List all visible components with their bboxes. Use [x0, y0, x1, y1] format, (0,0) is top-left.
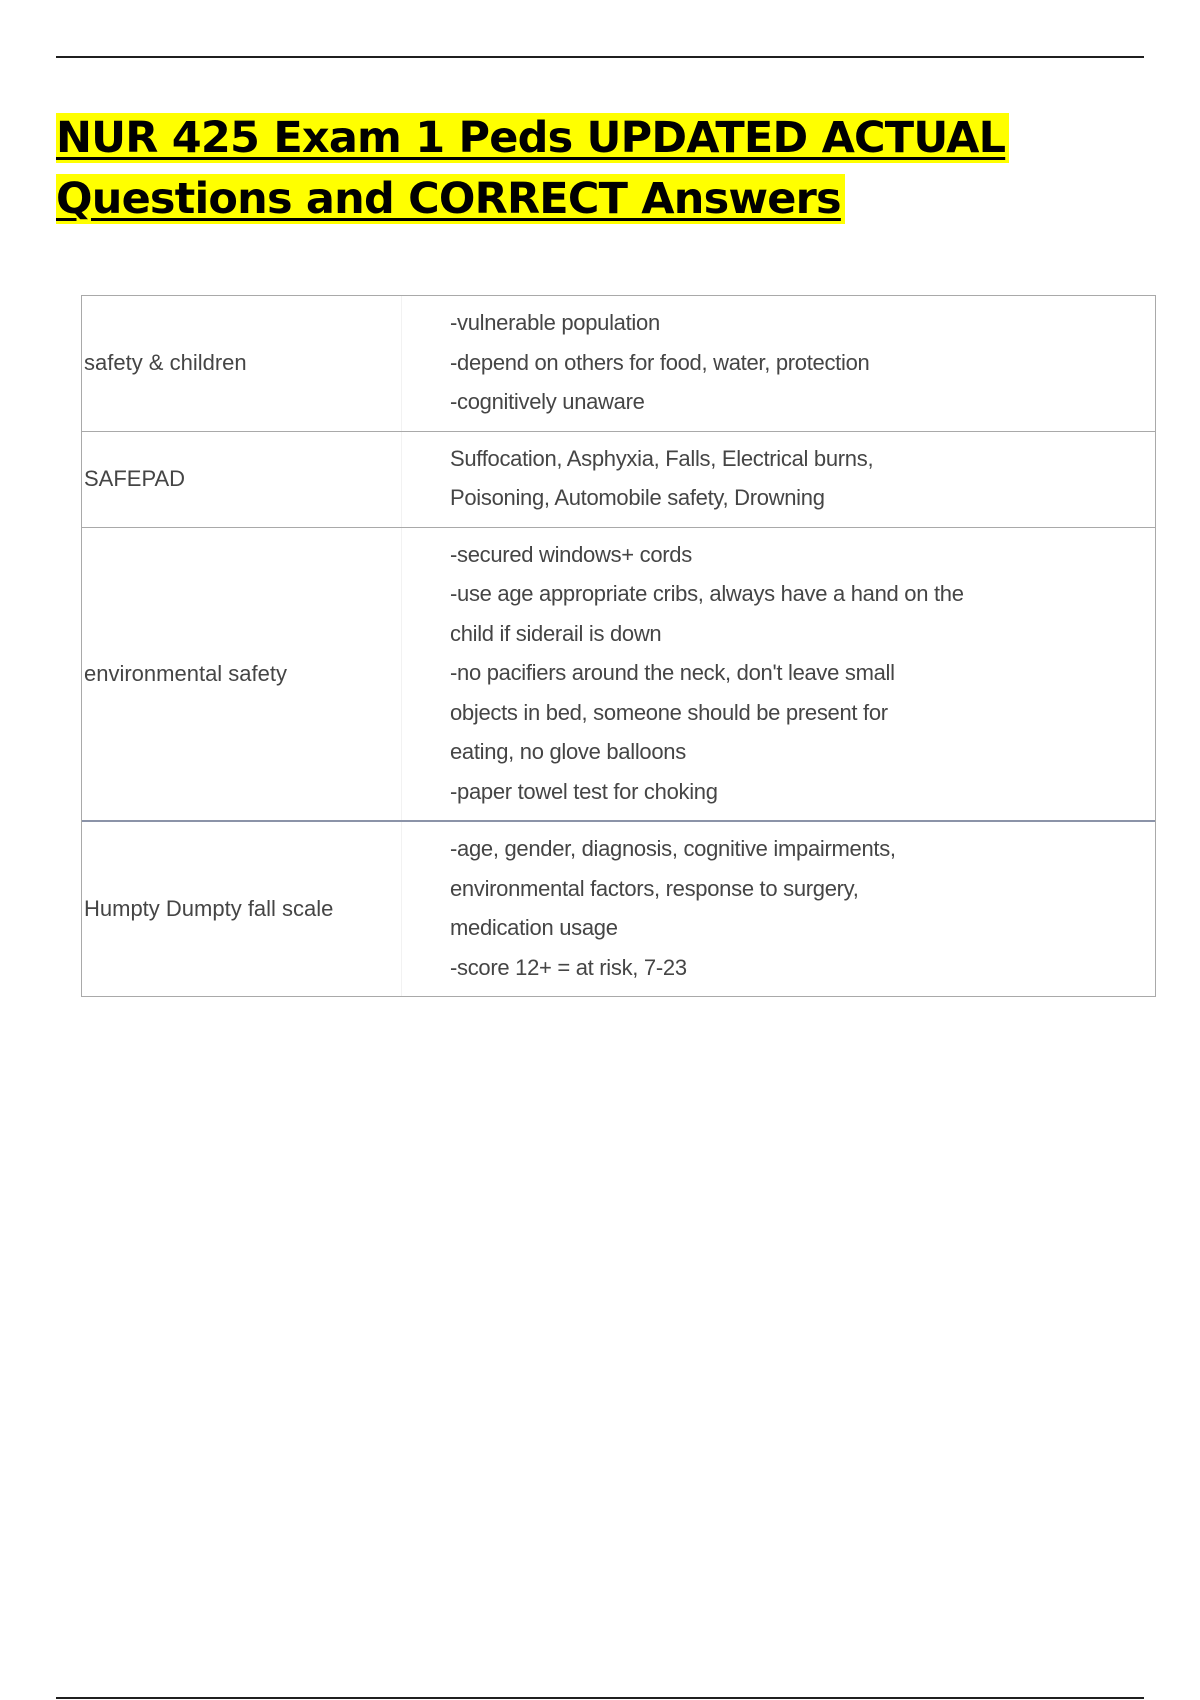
flashcard-term: environmental safety	[82, 528, 402, 821]
footer-rule	[56, 1697, 1144, 1699]
definition-line: Suffocation, Asphyxia, Falls, Electrical burns,	[450, 445, 874, 471]
title-line-2: Questions and CORRECT Answers	[56, 174, 845, 224]
definition-line: -use age appropriate cribs, always have a hand on the	[450, 581, 964, 606]
flashcard-row	[82, 432, 1155, 528]
flashcard-term: Humpty Dumpty fall scale	[82, 822, 402, 996]
flashcard-definition	[402, 296, 1155, 431]
definition-line: eating, no glove balloons	[450, 739, 686, 764]
definition-line: -age, gender, diagnosis, cognitive impairments,	[450, 836, 896, 861]
definition-line: environmental factors, response to surgery,	[450, 875, 859, 901]
flashcard-term: safety & children	[82, 296, 402, 431]
title-line-1: NUR 425 Exam 1 Peds UPDATED ACTUAL	[56, 113, 1009, 163]
definition-line: child if siderail is down	[450, 620, 662, 646]
flashcard-row	[82, 822, 1155, 996]
flashcard-row	[82, 528, 1155, 823]
flashcard-definition	[402, 528, 1155, 821]
document-title	[56, 108, 1056, 230]
flashcard-term: SAFEPAD	[82, 432, 402, 527]
flashcard-table	[81, 295, 1156, 997]
definition-line: objects in bed, someone should be present for	[450, 699, 888, 725]
definition-line: -cognitively unaware	[450, 389, 645, 414]
definition-line: -vulnerable population	[450, 310, 660, 335]
flashcard-definition	[402, 432, 1155, 527]
definition-line: -paper towel test for choking	[450, 778, 718, 804]
definition-line: -depend on others for food, water, protection	[450, 349, 870, 375]
definition-line: medication usage	[450, 915, 618, 940]
definition-line: -no pacifiers around the neck, don't leave small	[450, 660, 895, 685]
definition-line: Poisoning, Automobile safety, Drowning	[450, 485, 825, 510]
definition-line: -secured windows+ cords	[450, 541, 692, 567]
header-rule	[56, 56, 1144, 58]
flashcard-definition	[402, 822, 1155, 996]
flashcard-row	[82, 296, 1155, 432]
definition-line: -score 12+ = at risk, 7-23	[450, 954, 687, 980]
